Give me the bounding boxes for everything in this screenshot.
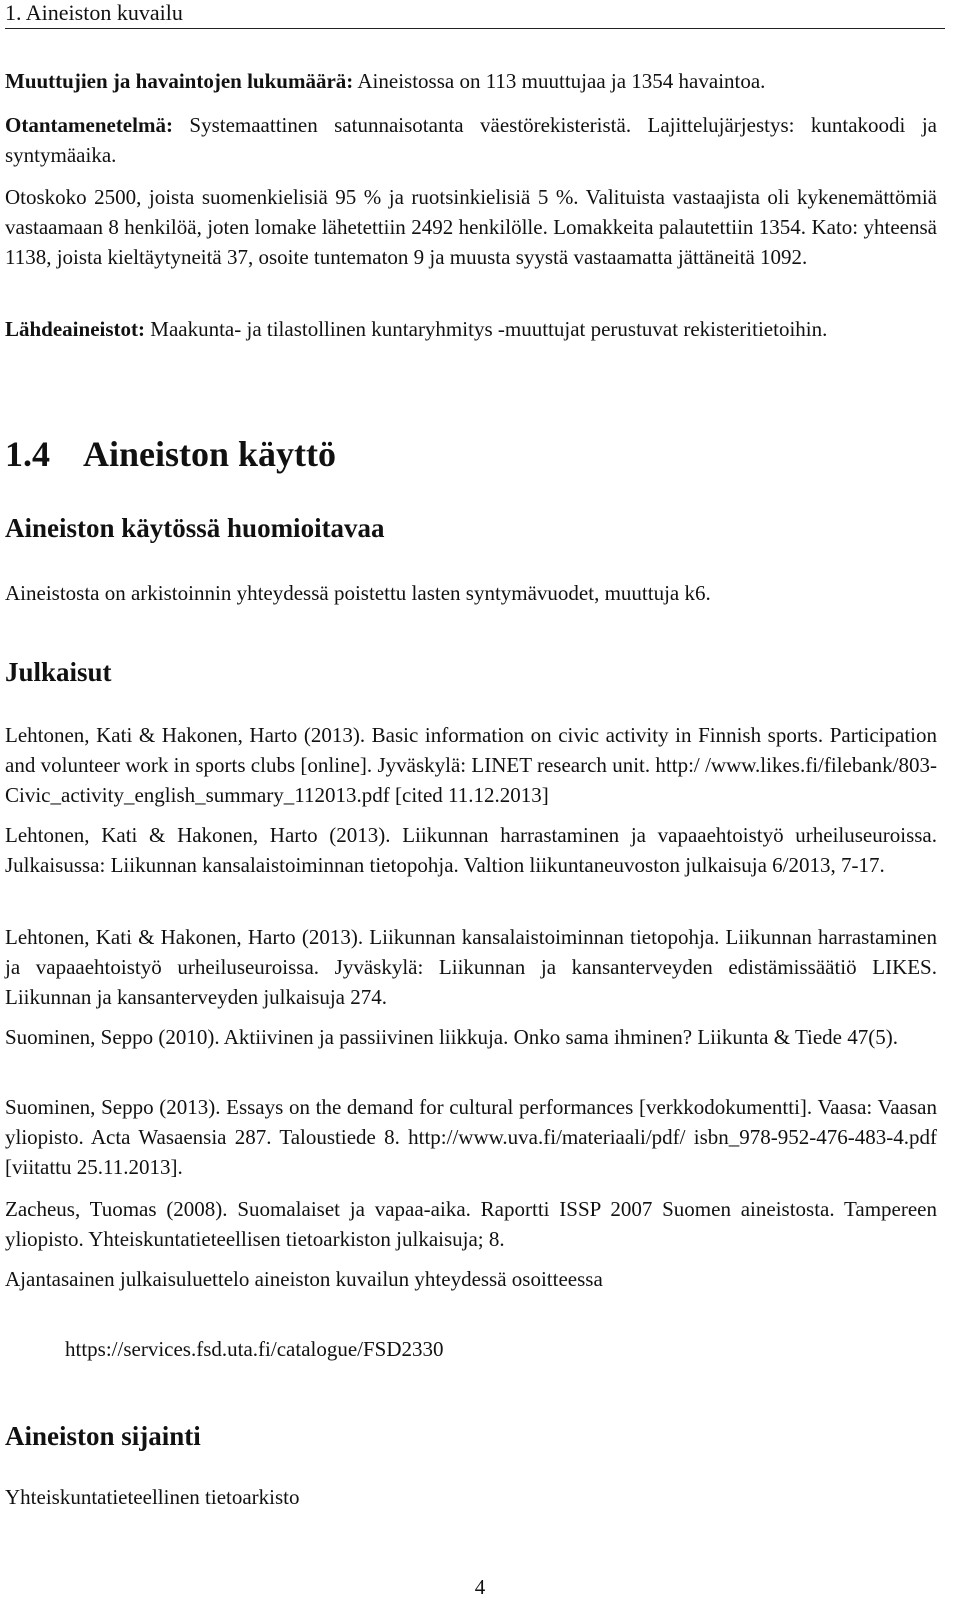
publication-item: Lehtonen, Kati & Hakonen, Harto (2013). Basic information on civic activity in Finnish sports. Participation and volunteer work in sports clubs [online]. Jyväskylä: LINET research unit. http:/ /www.likes.fi/filebank/803-Civic_activity_english_summary_112013.pdf [cited 11.12.2013] — [5, 723, 937, 807]
variables-count-text: Aineistossa on 113 muuttujaa ja 1354 havaintoa. — [353, 69, 766, 93]
sampling-method-paragraph — [5, 110, 937, 170]
publication-item: Zacheus, Tuomas (2008). Suomalaiset ja vapaa-aika. Raportti ISSP 2007 Suomen aineistosta. Tampereen yliopisto. Yhteiskuntatieteellisen tietoarkiston julkaisuja; 8. — [5, 1197, 937, 1251]
usage-notes-heading: Aineiston käytössä huomioitavaa — [5, 513, 385, 543]
section-heading — [5, 434, 336, 474]
variables-count-label: Muuttujien ja havaintojen lukumäärä: — [5, 69, 354, 93]
source-data-paragraph — [5, 314, 937, 344]
publication-item: Lehtonen, Kati & Hakonen, Harto (2013). Liikunnan harrastaminen ja vapaaehtoistyö urheiluseuroissa. Julkaisussa: Liikunnan kansalaistoiminnan tietopohja. Valtion liikuntaneuvoston julkaisuja 6/2013, 7-17. — [5, 823, 937, 877]
section-number: 1.4 — [5, 434, 50, 474]
source-data-text: Maakunta- ja tilastollinen kuntaryhmitys -muuttujat perustuvat rekisteritietoihin. — [145, 317, 828, 341]
sampling-method-label: Otantamenetelmä: — [5, 113, 173, 137]
publications-heading: Julkaisut — [5, 657, 112, 687]
publication-item: Lehtonen, Kati & Hakonen, Harto (2013). Liikunnan kansalaistoiminnan tietopohja. Liikunnan harrastaminen ja vapaaehtoistyö urheiluseuroissa. Jyväskylä: Liikunnan ja kansanterveyden edistämissäätiö LIKES. Liikunnan ja kansanterveyden julkaisuja 274. — [5, 925, 937, 1009]
publication-item: Suominen, Seppo (2013). Essays on the demand for cultural performances [verkkodokumentti]. Vaasa: Vaasan yliopisto. Acta Wasaensia 287. Taloustiede 8. http://www.uva.fi/materiaali/pdf/ isbn_978-952-476-483-4.pdf [viitattu 25.11.2013]. — [5, 1095, 937, 1179]
section-title: Aineiston käyttö — [83, 434, 337, 474]
page-number: 4 — [474, 1575, 486, 1599]
sample-size-paragraph: Otoskoko 2500, joista suomenkielisiä 95 % ja ruotsinkielisiä 5 %. Valituista vastaajista oli kykenemättömiä vastaamaan 8 henkilöä, joten lomake lähetettiin 2492 henkilölle. Lomakkeita palautettiin 1354. Kato: yhteensä 1138, joista kieltäytyneitä 37, osoite tuntematon 9 ja muusta syystä vastaamatta jättäneitä 1092. — [5, 185, 937, 269]
variables-count-paragraph — [5, 66, 937, 96]
publication-item: Suominen, Seppo (2010). Aktiivinen ja passiivinen liikkuja. Onko sama ihminen? Liikunta & Tiede 47(5). — [5, 1025, 898, 1049]
sampling-method-text: Systemaattinen satunnaisotanta väestörekisteristä. Lajittelujärjestys: kuntakoodi ja syntymäaika. — [5, 113, 937, 167]
running-head: 1. Aineiston kuvailu — [5, 0, 945, 29]
source-data-label: Lähdeaineistot: — [5, 317, 146, 341]
usage-notes-text: Aineistosta on arkistoinnin yhteydessä poistettu lasten syntymävuodet, muuttuja k6. — [5, 581, 711, 605]
location-heading: Aineiston sijainti — [5, 1421, 201, 1451]
location-text: Yhteiskuntatieteellinen tietoarkisto — [5, 1485, 300, 1509]
catalogue-link[interactable]: https://services.fsd.uta.fi/catalogue/FSD2330 — [65, 1337, 444, 1361]
publication-list-note: Ajantasainen julkaisuluettelo aineiston kuvailun yhteydessä osoitteessa — [5, 1267, 603, 1291]
